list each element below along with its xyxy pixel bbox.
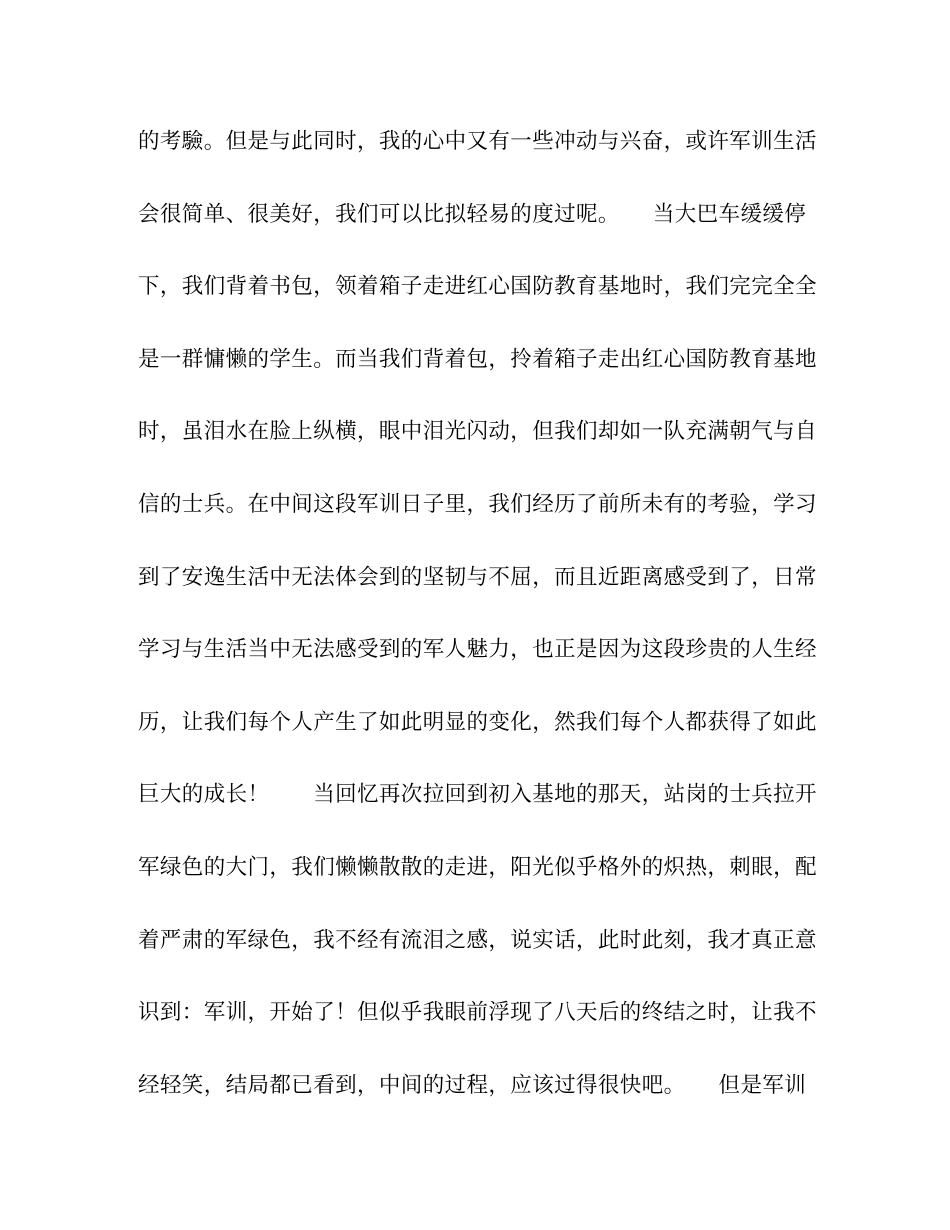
text-line-5: 时，虽泪水在脸上纵横，眼中泪光闪动，但我们却如一队充满朝气与自 — [138, 419, 817, 445]
text-line-9: 历，让我们每个人产生了如此明显的变化，然我们每个人都获得了如此 — [138, 709, 817, 735]
text-line-7: 到了安逸生活中无法体会到的坚韧与不屈，而且近距离感受到了，日常 — [138, 564, 817, 590]
text-line-8: 学习与生活当中无法感受到的军人魅力，也正是因为这段珍贵的人生经 — [138, 637, 817, 663]
text-line-3: 下，我们背着书包，领着箱子走进红心国防教育基地时，我们完完全全 — [138, 274, 817, 300]
text-line-2: 会很简单、很美好，我们可以比拟轻易的度过呢。 当大巴车缓缓停 — [138, 201, 807, 227]
text-line-6: 信的士兵。在中间这段军训日子里，我们经历了前所未有的考验，学习 — [138, 491, 817, 517]
text-line-13: 识到：军训，开始了！但似乎我眼前浮现了八天后的终结之时，让我不 — [138, 1000, 817, 1026]
text-line-11: 军绿色的大门，我们懒懒散散的走进，阳光似乎格外的炽热，刺眼，配 — [138, 854, 817, 880]
text-line-4: 是一群慵懒的学生。而当我们背着包，拎着箱子走出红心国防教育基地 — [138, 346, 817, 372]
text-line-1: 的考驗。但是与此同时，我的心中又有一些冲动与兴奋，或许军训生活 — [138, 129, 817, 154]
body-text — [138, 122, 818, 1138]
text-line-10: 巨大的成长！ 当回忆再次拉回到初入基地的那天，站岗的士兵拉开 — [138, 782, 817, 808]
text-line-12: 着严肃的军绿色，我不经有流泪之感，说实话，此时此刻，我才真正意 — [138, 927, 817, 953]
text-line-14: 经轻笑，结局都已看到，中间的过程，应该过得很快吧。 但是军训 — [138, 1072, 807, 1098]
